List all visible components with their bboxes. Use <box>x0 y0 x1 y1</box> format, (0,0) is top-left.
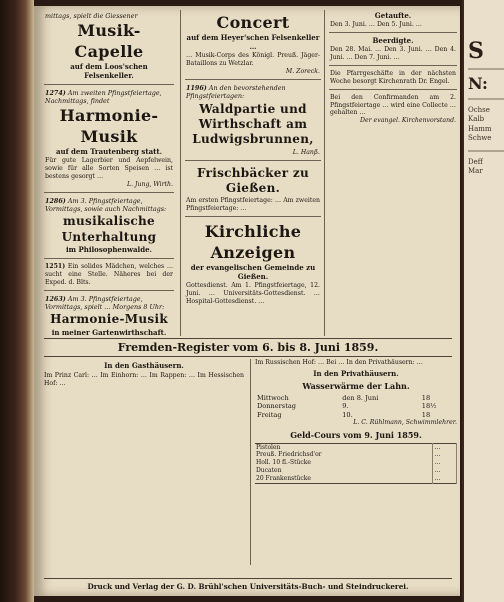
notice-maedchen <box>44 261 174 291</box>
notice-head: Beerdigte. <box>372 35 414 45</box>
table-row: Donnerstag 9. 18½ <box>257 402 437 411</box>
register-text: Im Russischen Hof: … Bei … In den Privathäusern: … <box>255 359 423 366</box>
notice-head: mittags, spielt die Giessener <box>45 12 138 20</box>
notice-head: Am zweiten Pfingstfeiertage, Nachmittags, findet <box>45 89 162 106</box>
register-left <box>44 359 244 565</box>
next-page-big-letter: S <box>468 38 484 64</box>
notice-body: Den 3. Juni. … Den 5. Juni. … <box>330 20 422 28</box>
notice-head: Getaufte. <box>374 11 412 20</box>
notice-title: Musik-Capelle <box>74 21 144 61</box>
notice-number: 1263) <box>45 294 66 303</box>
notice-concert <box>185 10 321 80</box>
next-page-fragment: Deff <box>468 157 483 166</box>
table-row: Pistolen … <box>255 443 457 451</box>
water-table <box>255 394 457 420</box>
table-row: Ducaten … <box>255 467 457 475</box>
table-row: Holl. 10 fl.-Stücke … <box>255 459 457 467</box>
notice-pfarrgeschaefte <box>329 68 457 90</box>
notice-body: Die Pfarrgeschäfte in der nächsten Woche besorgt Kirchenrath Dr. Engel. <box>330 69 456 85</box>
notice-title: Harmonie-Musik <box>59 106 159 146</box>
notice-subtitle: auf dem Loos'schen Felsenkeller. <box>70 62 148 81</box>
notice-body: Ein solides Mädchen, welches … sucht eine Stelle. Näheres bei der Exped. d. Blts. <box>45 263 174 286</box>
notice-title: Kirchliche Anzeigen <box>204 222 302 262</box>
book-spine <box>0 0 34 602</box>
next-page-fragment: Kalb <box>468 115 485 124</box>
notice-body: … Musik-Corps des Königl. Preuß. Jäger-Bataillons zu Wetzlar. <box>186 52 320 68</box>
notice-subtitle: in meiner Gartenwirthschaft. <box>51 327 167 336</box>
divider <box>468 150 504 152</box>
notice-waldpartie <box>185 82 321 160</box>
notice-musik-capelle <box>44 10 174 85</box>
notice-title: Frischbäcker zu Gießen. <box>197 165 309 195</box>
notice-subtitle: im Philosophenwalde. <box>66 245 152 255</box>
notice-signature: M. Zoreck. <box>285 68 320 76</box>
notice-body: Bei den Confirmanden am 2. Pfingstfeiertage … wird eine Collecte … gehalten … <box>330 93 456 117</box>
notice-subtitle: auf dem Heyer'schen Felsenkeller … <box>186 33 320 52</box>
notice-signature: L. Jung, Wirth. <box>126 181 173 189</box>
notice-subtitle: der evangelischen Gemeinde zu Gießen. <box>190 263 316 282</box>
column-middle <box>180 10 321 336</box>
notice-head: Am 3. Pfingstfeiertage, Vormittags, spielt … Morgens 8 Uhr: <box>45 294 165 312</box>
table-row: Preuß. Friedrichsd'or … <box>255 451 457 459</box>
newspaper-page <box>34 6 460 596</box>
notice-signature: L. Hanß. <box>292 148 320 156</box>
geld-title: Geld-Cours vom 9. Juni 1859. <box>290 430 422 441</box>
notice-body: Gottesdienst. Am 1. Pfingstfeiertage, 12. Juni. … Universitäts-Gottesdienst. … Hospital-Gottesdienst. … <box>186 282 320 305</box>
notice-harmonie-musik-garten <box>44 293 174 336</box>
notice-title: Waldpartie und Wirthschaft am Ludwigsbrunnen, <box>192 101 314 147</box>
notice-number: 1196) <box>186 84 207 93</box>
next-page-number: N: <box>468 74 488 93</box>
notice-body: Für gute Lagerbier und Aepfelwein, sowie für alle Sorten Speisen … ist bestens gesorgt … <box>45 157 173 181</box>
imprint: Druck und Verlag der G. D. Brühl'schen Universitäts-Buch- und Steindruckerei. <box>44 578 452 591</box>
notice-kirchliche-anzeigen <box>185 219 321 309</box>
top-columns <box>44 10 456 336</box>
register-text: Im Prinz Carl: … Im Einhorn: … Im Rappen: … Im Hessischen Hof: … <box>44 372 244 388</box>
next-page-fragment: Hamm <box>468 124 492 133</box>
notice-frischbaecker <box>185 163 321 218</box>
notice-confirmanden <box>329 92 457 129</box>
notice-harmonie-musik-trautenberg <box>44 87 174 193</box>
geld-table <box>255 443 457 484</box>
notice-head: An den bevorstehenden Pfingstfeiertagen: <box>186 84 286 101</box>
notice-number: 1274) <box>45 89 66 98</box>
notice-beerdigte <box>329 35 457 66</box>
register-right <box>250 359 457 565</box>
water-signature: L. C. Rühlmann, Schwimmlehrer. <box>353 419 457 427</box>
next-page-fragment: Mar <box>468 167 483 176</box>
notice-number: 1251) <box>45 263 66 271</box>
notice-signature: Der evangel. Kirchenvorstand. <box>359 117 456 125</box>
table-row: 20 Frankenstücke … <box>255 475 457 483</box>
notice-title: Concert <box>216 13 290 32</box>
next-page-fragment: Schwe <box>468 134 492 143</box>
column-left <box>44 10 174 336</box>
table-row: Freitag 10. 18 <box>257 410 431 419</box>
column-right <box>324 10 457 336</box>
notice-subtitle: auf dem Trautenberg statt. <box>55 147 163 157</box>
notice-body: Am ersten Pfingstfeiertage: … Am zweiten Pfingstfeiertage: … <box>186 197 320 213</box>
fremden-register <box>44 338 457 567</box>
register-subtitle: In den Gasthäusern. <box>104 361 184 370</box>
notice-title: Harmonie-Musik <box>50 312 168 327</box>
divider <box>468 98 504 100</box>
next-page-edge <box>462 0 504 602</box>
table-row: Mittwoch den 8. Juni 18 <box>257 393 431 402</box>
notice-head: Am 3. Pfingstfeiertage, Vormittags, sowie auch Nachmittags: <box>45 197 167 214</box>
notice-getaufte <box>329 10 457 33</box>
notice-title: musikalische Unterhaltung <box>61 214 157 244</box>
divider <box>468 68 504 70</box>
next-page-fragment: Ochse <box>468 106 490 114</box>
notice-musikalische-unterhaltung <box>44 195 174 259</box>
notice-body: Den 28. Mai. … Den 3. Juni. … Den 4. Juni. … Den 7. Juni. … <box>330 45 456 61</box>
register-title: Fremden-Register vom 6. bis 8. Juni 1859. <box>44 339 452 357</box>
water-title: Wasserwärme der Lahn. <box>302 381 410 392</box>
notice-number: 1286) <box>45 197 66 206</box>
register-subtitle: In den Privathäusern. <box>313 369 399 379</box>
